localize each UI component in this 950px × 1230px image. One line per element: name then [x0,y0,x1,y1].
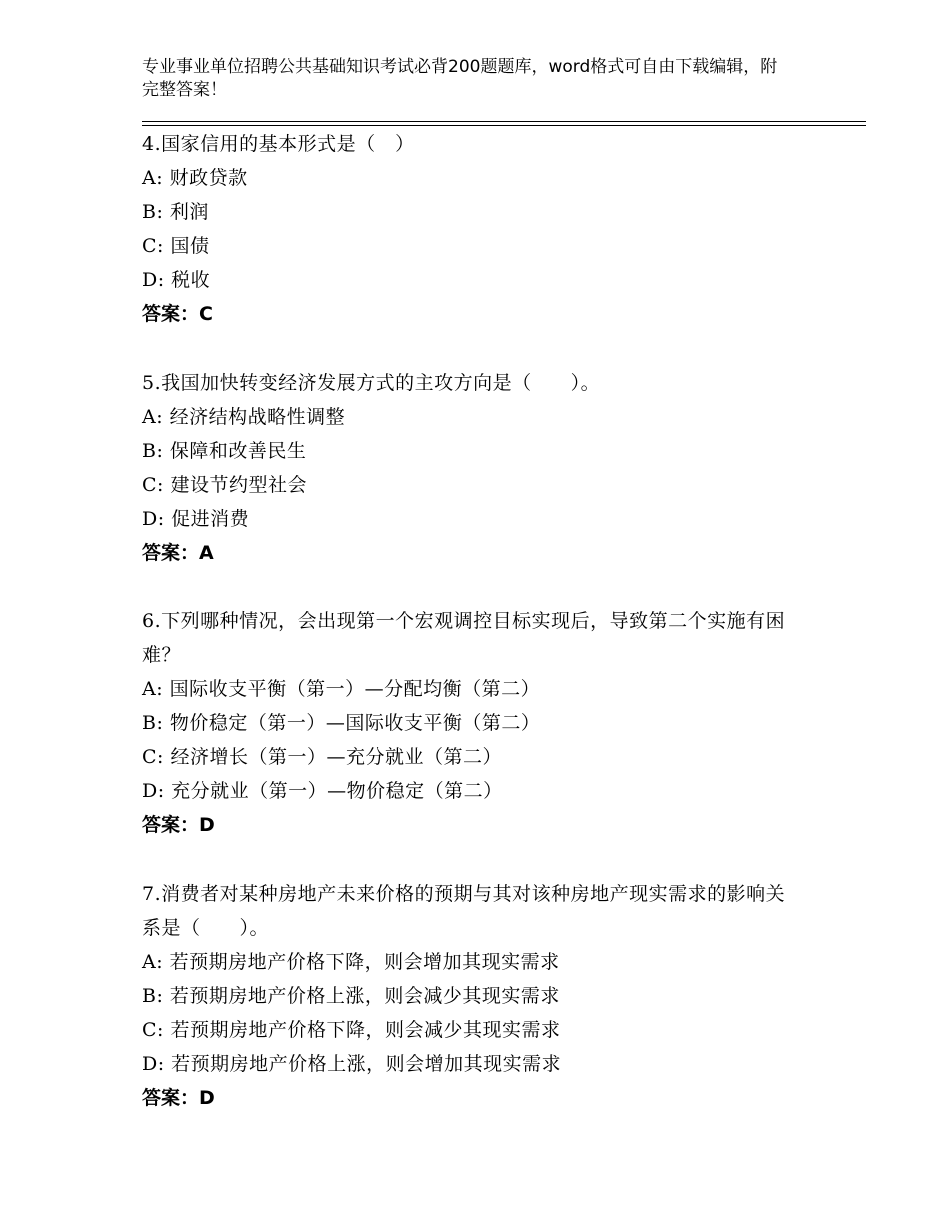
option-a: A: 经济结构战略性调整 [142,406,346,428]
question-block [142,877,802,1115]
option-b: B: 物价稳定（第一）—国际收支平衡（第二） [142,712,541,734]
answer-label: 答案：D [142,1087,215,1109]
header-divider-line [142,121,866,122]
question-stem: 6.下列哪种情况，会出现第一个宏观调控目标实现后，导致第二个实施有困难？ [142,610,786,666]
question-stem: 7.消费者对某种房地产未来价格的预期与其对该种房地产现实需求的影响关系是（ ）。 [142,883,786,939]
option-d: D: 充分就业（第一）—物价稳定（第二） [142,780,503,802]
option-a: A: 国际收支平衡（第一）—分配均衡（第二） [142,678,541,700]
answer-label: 答案：A [142,542,214,564]
question-block [142,127,802,331]
option-b: B: 保障和改善民生 [142,440,307,462]
answer-label: 答案：D [142,814,215,836]
option-b: B: 利润 [142,201,209,223]
option-a: A: 财政贷款 [142,167,248,189]
question-stem: 5.我国加快转变经济发展方式的主攻方向是（ ）。 [142,372,601,394]
option-c: C: 经济增长（第一）—充分就业（第二） [142,746,502,768]
option-b: B: 若预期房地产价格上涨，则会减少其现实需求 [142,985,560,1007]
question-stem: 4.国家信用的基本形式是（ ） [142,133,415,155]
option-d: D: 若预期房地产价格上涨，则会增加其现实需求 [142,1053,562,1075]
option-a: A: 若预期房地产价格下降，则会增加其现实需求 [142,951,560,973]
question-block [142,604,802,842]
question-block [142,366,802,570]
document-header-text: 专业事业单位招聘公共基础知识考试必背200题题库，word格式可自由下载编辑，附完整答案！ [142,57,778,100]
header-divider-line-secondary [142,125,866,126]
option-c: C: 国债 [142,235,210,257]
answer-label: 答案：C [142,303,213,325]
option-d: D: 促进消费 [142,508,250,530]
option-c: C: 建设节约型社会 [142,474,307,496]
option-d: D: 税收 [142,269,211,291]
option-c: C: 若预期房地产价格下降，则会减少其现实需求 [142,1019,561,1041]
